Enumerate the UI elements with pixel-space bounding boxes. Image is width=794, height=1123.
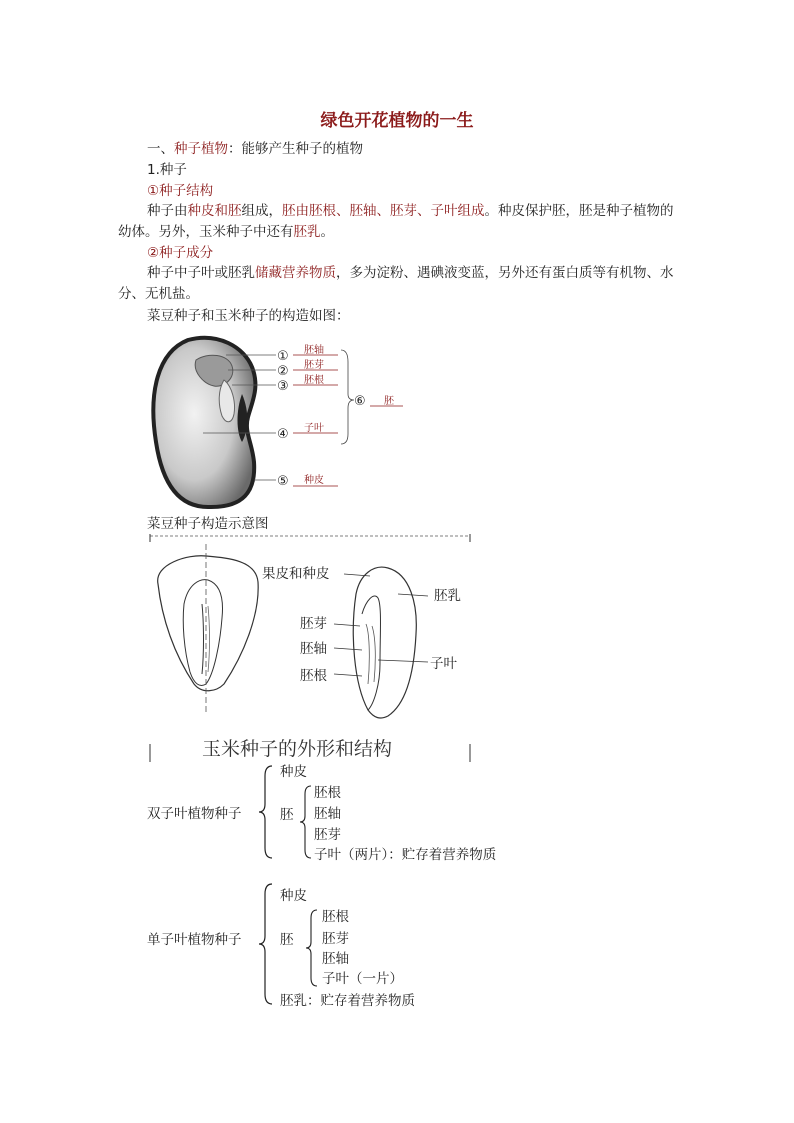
subheading-seed: 1.种子 — [147, 162, 187, 178]
text: ，多为淀粉、遇碘液变蓝，另外还有蛋白质等有机物、水分、无机盐。 — [118, 265, 674, 302]
marker-5: ⑤ — [277, 474, 289, 489]
text: 。种皮保护胚，胚是种子植物的幼体。另外，玉米种子中还有 — [118, 203, 674, 240]
heading-prefix: 一、 — [147, 141, 174, 157]
label-plumule: 胚芽 — [304, 360, 324, 371]
corn-seed-figure — [148, 534, 473, 764]
monocot-brace — [256, 882, 276, 1006]
paragraph-composition — [118, 263, 680, 305]
label-corn-cotyledon: 子叶 — [430, 656, 457, 672]
label-embryo: 胚 — [384, 396, 394, 407]
label-corn-radicle: 胚根 — [300, 668, 327, 684]
section-heading — [147, 139, 363, 159]
text: 组成， — [241, 203, 282, 219]
monocot-part-cotyledon: 子叶（一片） — [322, 971, 403, 987]
page-title: 绿色开花植物的一生 — [320, 111, 474, 131]
text-highlight: 储藏营养物质 — [255, 265, 336, 281]
dicot-part-cotyledon: 子叶（两片）：贮存着营养物质 — [314, 847, 497, 863]
monocot-coat: 种皮 — [280, 888, 307, 904]
marker-6: ⑥ — [354, 394, 366, 409]
dicot-coat: 种皮 — [280, 764, 307, 780]
monocot-endosperm: 胚乳：贮存着营养物质 — [280, 993, 415, 1009]
bean-seed-figure — [148, 332, 418, 512]
label-cotyledon: 子叶 — [304, 423, 324, 434]
dicot-part-radicle: 胚根 — [314, 785, 341, 801]
label-seed-coat: 种皮 — [304, 475, 324, 486]
monocot-part-radicle: 胚根 — [322, 909, 349, 925]
corn-seed-diagram — [148, 534, 473, 764]
label-radicle: 胚根 — [304, 375, 324, 386]
heading-keyword: 种子植物 — [174, 141, 228, 157]
corn-section-shape — [353, 567, 416, 718]
text-highlight: 种皮和胚 — [187, 203, 242, 219]
heading-rest: ：能够产生种子的植物 — [228, 141, 363, 157]
label-endosperm: 胚乳 — [434, 588, 461, 604]
dicot-part-hypocotyl: 胚轴 — [314, 806, 341, 822]
dicot-embryo: 胚 — [280, 807, 294, 823]
label-hypocotyl: 胚轴 — [304, 345, 324, 356]
marker-2: ② — [277, 364, 289, 379]
text: 。 — [320, 224, 334, 240]
subheading-structure: ①种子结构 — [147, 183, 214, 199]
monocot-name: 单子叶植物种子 — [147, 932, 242, 948]
text-highlight: 胚由胚根、胚轴、胚芽、子叶组成 — [282, 203, 485, 219]
bean-caption: 菜豆种子构造示意图 — [147, 516, 269, 532]
marker-3: ③ — [277, 379, 289, 394]
marker-4: ④ — [277, 427, 289, 442]
text-highlight: 胚乳 — [293, 224, 321, 240]
dicot-name: 双子叶植物种子 — [147, 806, 242, 822]
text: 种子中子叶或胚乳 — [147, 265, 255, 281]
monocot-part-hypocotyl: 胚轴 — [322, 951, 349, 967]
dicot-brace — [256, 764, 276, 860]
marker-1: ① — [277, 349, 289, 364]
paragraph-figure-intro: 菜豆种子和玉米种子的构造如图： — [147, 308, 350, 324]
bean-seed-diagram — [148, 332, 418, 512]
paragraph-structure — [118, 201, 680, 243]
monocot-embryo: 胚 — [280, 932, 294, 948]
text: 种子由 — [147, 203, 188, 219]
monocot-part-plumule: 胚芽 — [322, 931, 349, 947]
subheading-composition: ②种子成分 — [147, 245, 214, 261]
corn-caption: 玉米种子的外形和结构 — [202, 738, 393, 760]
dicot-embryo-brace — [298, 784, 314, 860]
monocot-embryo-brace — [304, 908, 320, 988]
label-corn-hypocotyl: 胚轴 — [300, 641, 327, 657]
label-corn-plumule: 胚芽 — [300, 616, 327, 632]
label-pericarp-coat: 果皮和种皮 — [262, 566, 330, 582]
dicot-part-plumule: 胚芽 — [314, 827, 341, 843]
